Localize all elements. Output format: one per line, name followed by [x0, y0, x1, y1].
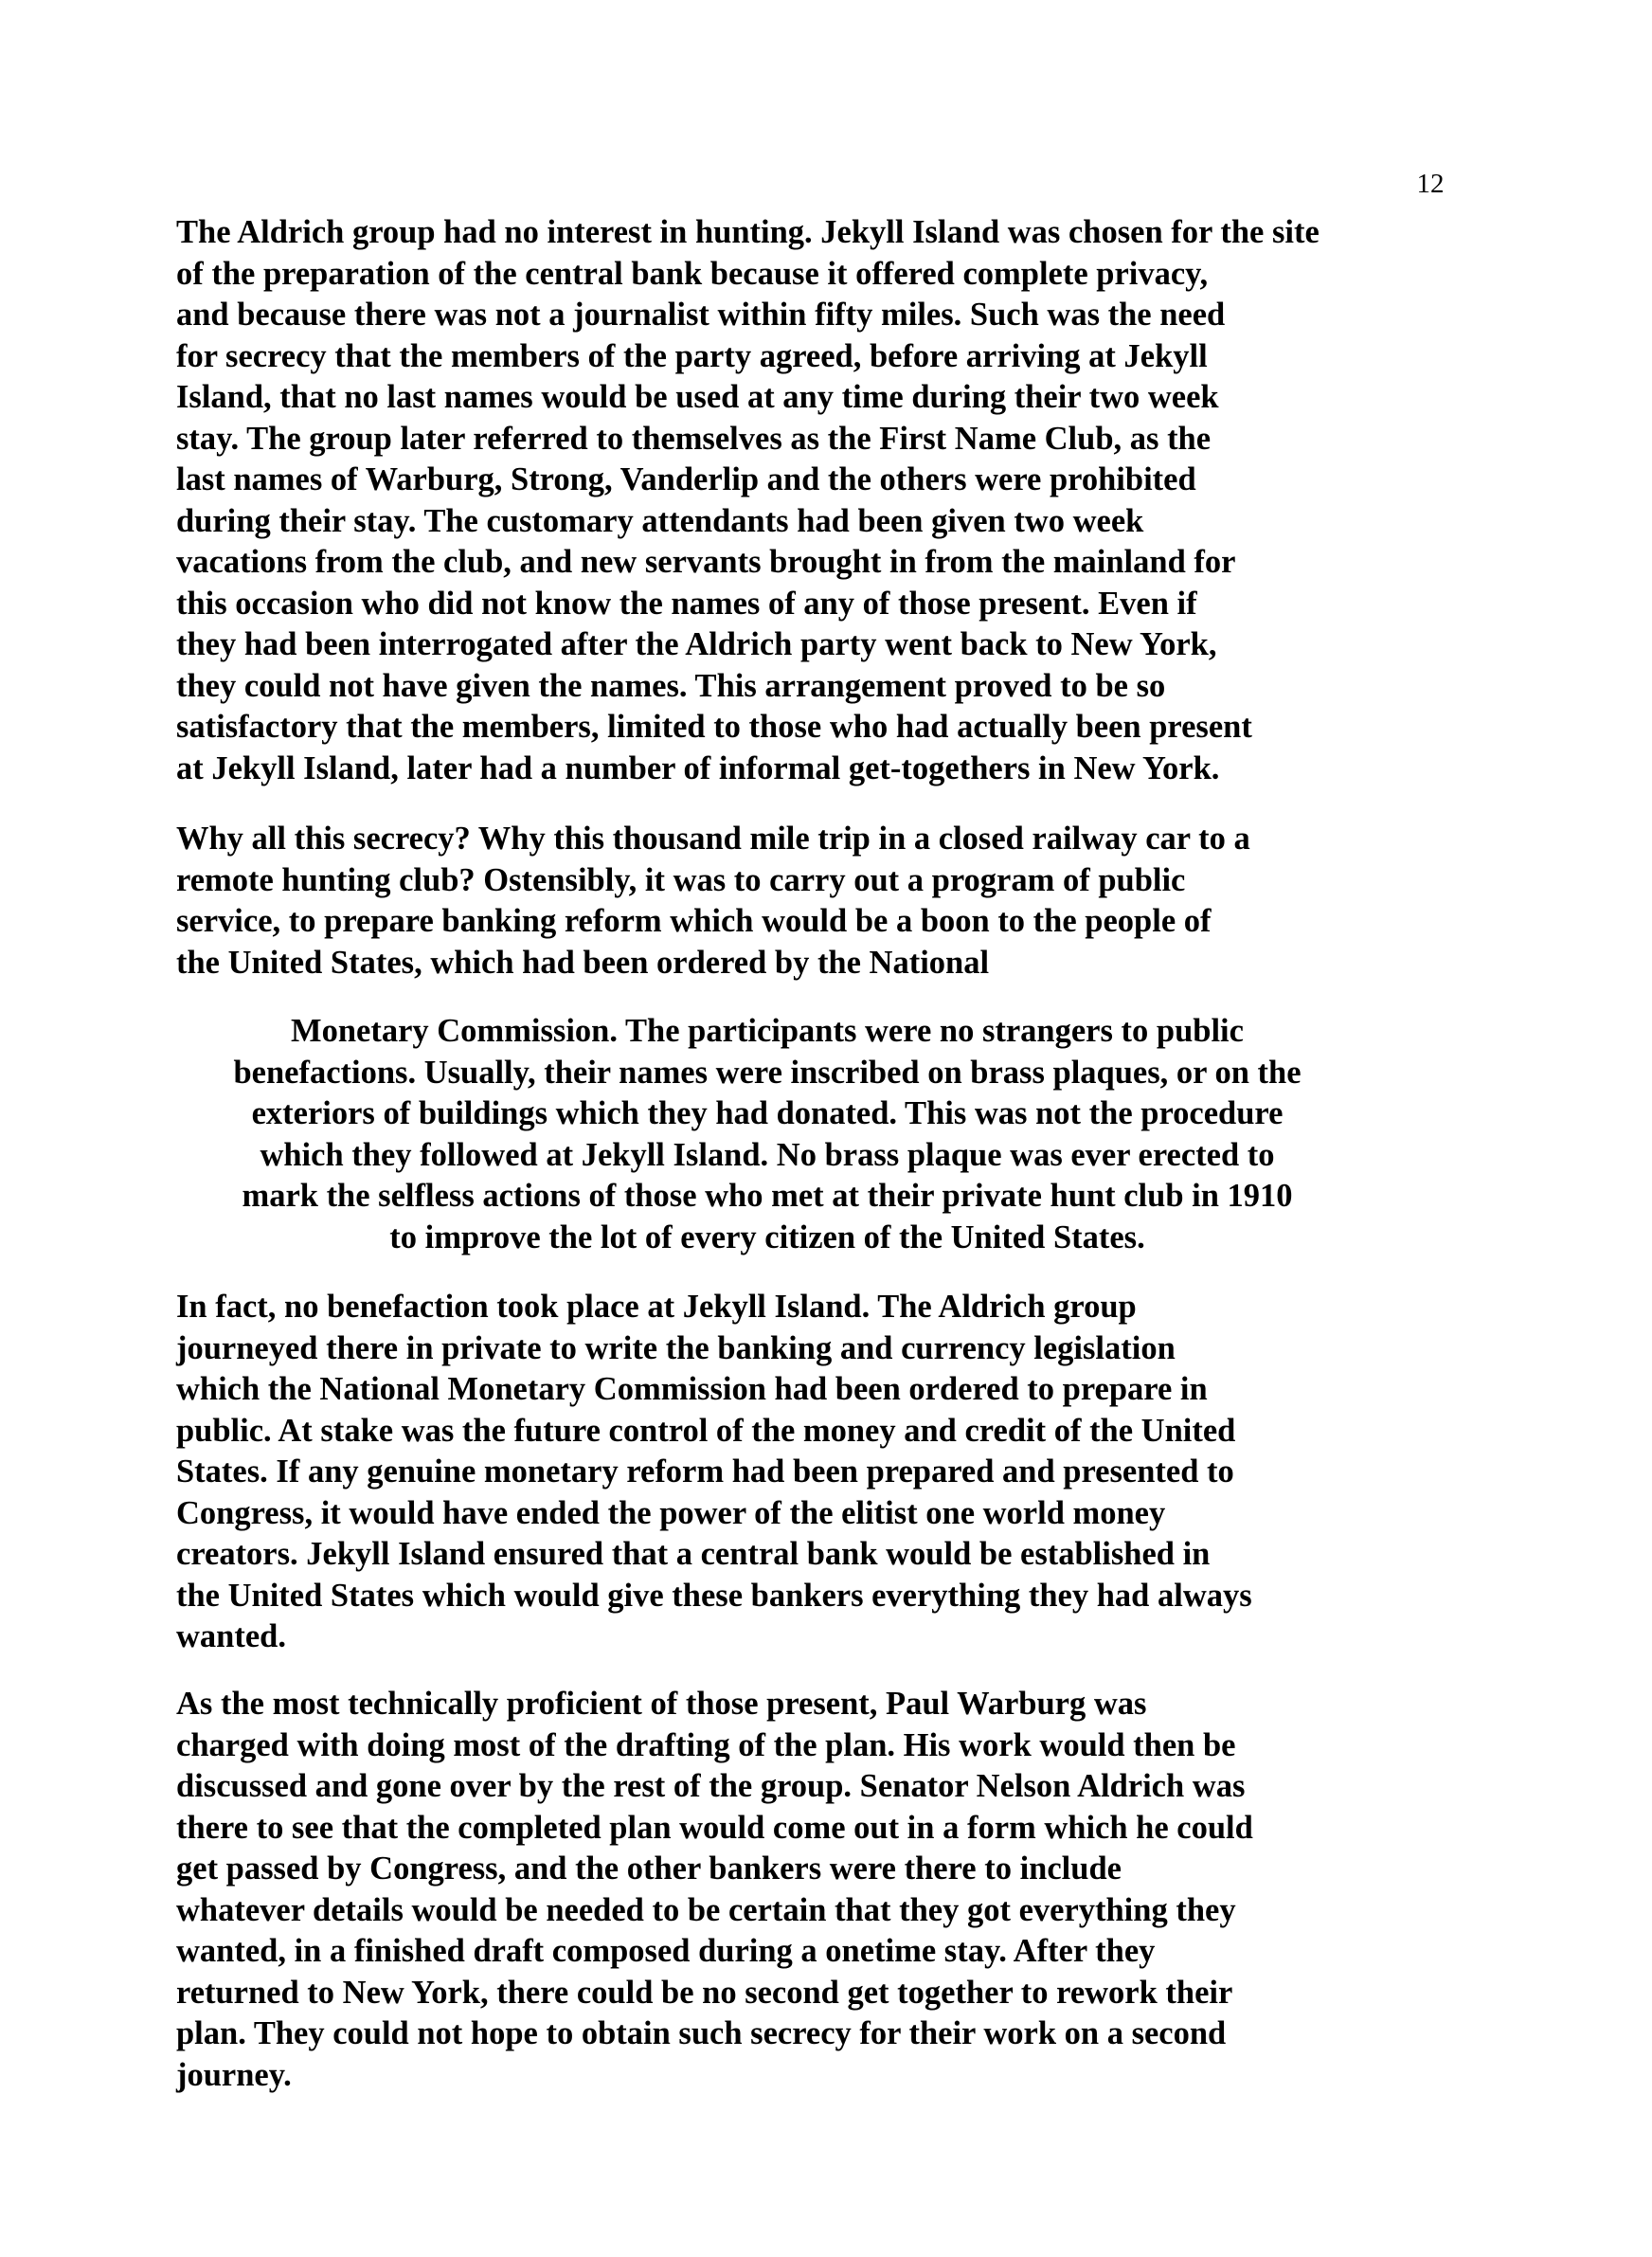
text-line: the United States which would give these bankers everything they had always [176, 1577, 1252, 1614]
text-line: satisfactory that the members, limited to those who had actually been present [176, 709, 1252, 745]
text-line: wanted. [176, 1618, 286, 1654]
text-line: at Jekyll Island, later had a number of informal get-togethers in New York. [176, 749, 1220, 786]
text-line: this occasion who did not know the names of any of those present. Even if [176, 585, 1197, 622]
text-line: and because there was not a journalist within fifty miles. Such was the need [176, 297, 1226, 333]
text-line: journey. [176, 2056, 292, 2093]
page-number: 12 [1416, 169, 1445, 199]
text-line: to improve the lot of every citizen of the United States. [389, 1219, 1145, 1255]
paragraph-centered-benefactions [142, 1011, 1392, 1258]
text-line: which they followed at Jekyll Island. No brass plaque was ever erected to [260, 1136, 1275, 1173]
paragraph-no-benefaction [176, 1287, 1464, 1658]
text-line: during their stay. The customary attendants had been given two week [176, 502, 1144, 539]
text-line: In fact, no benefaction took place at Jekyll Island. The Aldrich group [176, 1289, 1137, 1325]
text-line: remote hunting club? Ostensibly, it was to carry out a program of public [176, 861, 1186, 898]
text-line: public. At stake was the future control of the money and credit of the United [176, 1412, 1236, 1449]
text-line: mark the selfless actions of those who met at their private hunt club in 1910 [242, 1178, 1293, 1214]
text-line: service, to prepare banking reform which would be a boon to the people of [176, 903, 1212, 939]
text-line: they could not have given the names. This arrangement proved to be so [176, 667, 1166, 704]
text-line: exteriors of buildings which they had donated. This was not the procedure [251, 1095, 1284, 1131]
text-line: whatever details would be needed to be certain that they got everything they [176, 1891, 1236, 1928]
text-line: creators. Jekyll Island ensured that a central bank would be established in [176, 1536, 1211, 1572]
text-line: journeyed there in private to write the banking and currency legislation [176, 1329, 1176, 1366]
text-line: Monetary Commission. The participants were no strangers to public [291, 1013, 1244, 1049]
text-line: Congress, it would have ended the power of the elitist one world money [176, 1494, 1166, 1531]
text-line: they had been interrogated after the Aldrich party went back to New York, [176, 626, 1217, 662]
text-line: charged with doing most of the drafting of the plan. His work would then be [176, 1726, 1236, 1763]
text-line: stay. The group later referred to themselves as the First Name Club, as the [176, 420, 1212, 457]
text-line: returned to New York, there could be no second get together to rework their [176, 1974, 1233, 2011]
text-line: Island, that no last names would be used at any time during their two week [176, 379, 1219, 415]
paragraph-why-secrecy [176, 819, 1464, 984]
text-line: States. If any genuine monetary reform had been prepared and presented to [176, 1454, 1234, 1490]
paragraph-warburg-drafting [176, 1684, 1464, 2096]
text-line: benefactions. Usually, their names were inscribed on brass plaques, or on the [233, 1054, 1302, 1091]
text-line: last names of Warburg, Strong, Vanderlip and the others were prohibited [176, 461, 1196, 497]
text-line: vacations from the club, and new servants brought in from the mainland for [176, 544, 1236, 580]
text-line: the United States, which had been ordered by the National [176, 944, 990, 981]
text-line: plan. They could not hope to obtain such secrecy for their work on a second [176, 2015, 1227, 2051]
text-line: discussed and gone over by the rest of the group. Senator Nelson Aldrich was [176, 1768, 1246, 1804]
text-line: As the most technically proficient of those present, Paul Warburg was [176, 1686, 1147, 1722]
text-line: wanted, in a finished draft composed during a onetime stay. After they [176, 1933, 1156, 1969]
text-line: which the National Monetary Commission had been ordered to prepare in [176, 1371, 1208, 1407]
text-line: for secrecy that the members of the party agreed, before arriving at Jekyll [176, 337, 1208, 374]
text-line: The Aldrich group had no interest in hunting. Jekyll Island was chosen for the site [176, 214, 1320, 250]
text-line: Why all this secrecy? Why this thousand mile trip in a closed railway car to a [176, 821, 1250, 857]
text-line: get passed by Congress, and the other bankers were there to include [176, 1851, 1122, 1887]
text-line: of the preparation of the central bank because it offered complete privacy, [176, 255, 1209, 292]
paragraph-first-name-club [176, 212, 1464, 789]
text-line: there to see that the completed plan would come out in a form which he could [176, 1809, 1253, 1846]
